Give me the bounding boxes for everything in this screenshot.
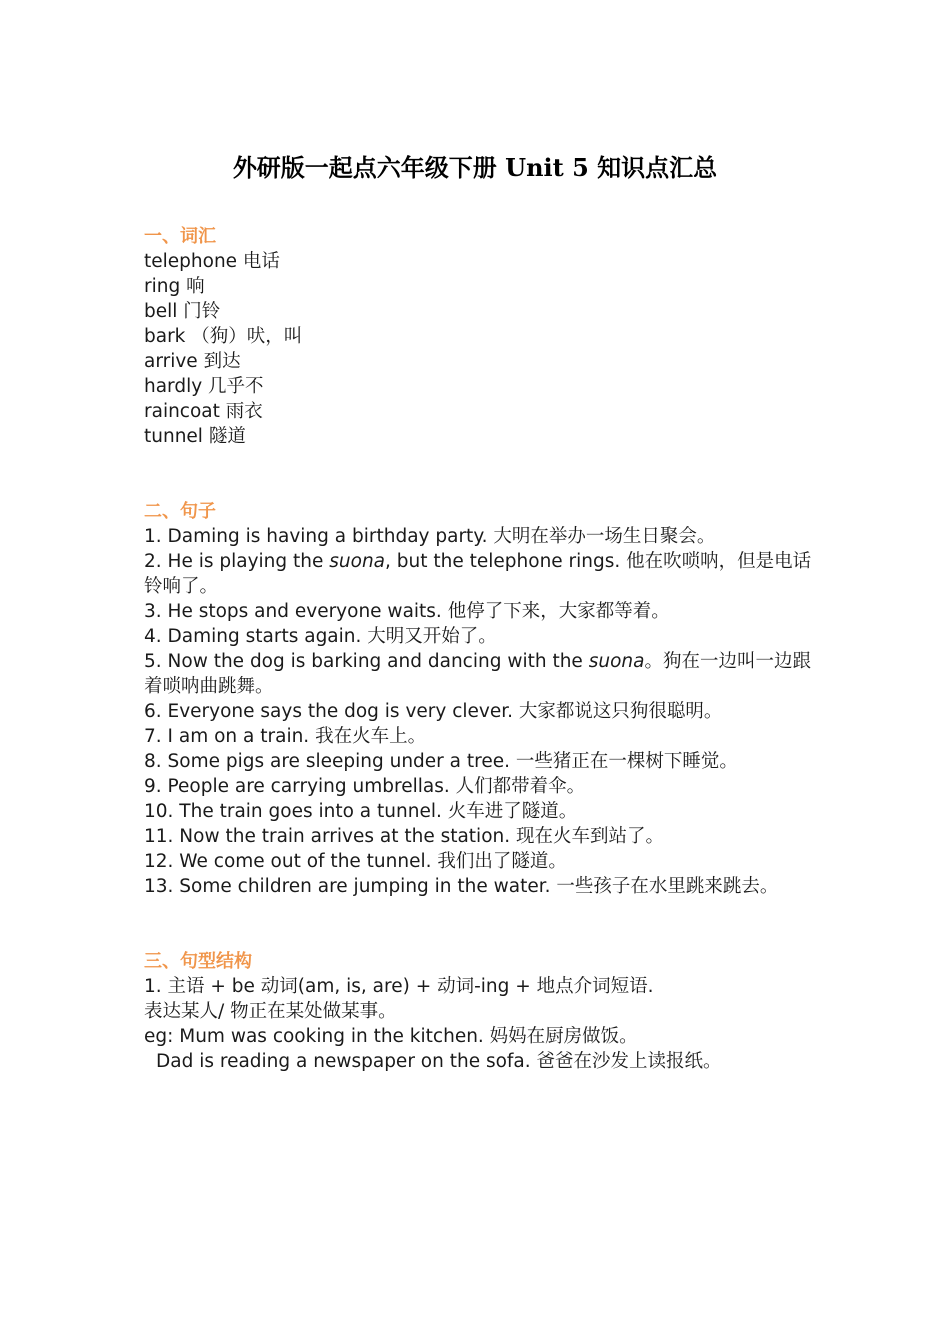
structure-section bbox=[144, 949, 814, 1074]
sentences-heading: 二、句子 bbox=[144, 501, 216, 522]
example-sentence: Dad is reading a newspaper on the sofa. 爸爸在沙发上读报纸。 bbox=[156, 1051, 722, 1072]
vocab-item: bark （狗）吠，叫 bbox=[144, 326, 303, 347]
italic-term: suona bbox=[329, 551, 386, 572]
sentences-section bbox=[144, 499, 814, 899]
sentence-item: 12. We come out of the tunnel. 我们出了隧道。 bbox=[144, 851, 567, 872]
page-title: 外研版一起点六年级下册 Unit 5 知识点汇总 bbox=[232, 153, 718, 182]
structure-heading: 三、句型结构 bbox=[144, 951, 252, 972]
sentence-item: 4. Daming starts again. 大明又开始了。 bbox=[144, 626, 497, 647]
italic-term: suona bbox=[588, 651, 645, 672]
vocab-item: arrive 到达 bbox=[144, 351, 241, 372]
structure-meaning: 表达某人/ 物正在某处做某事。 bbox=[144, 1001, 397, 1022]
sentence-item bbox=[144, 549, 814, 599]
sentence-item: 8. Some pigs are sleeping under a tree. 一些猪正在一棵树下睡觉。 bbox=[144, 751, 738, 772]
sentence-text: 2. He is playing the bbox=[144, 551, 330, 572]
section-spacer bbox=[144, 899, 814, 949]
sentence-text: 。狗在一边叫一边跟着唢呐曲跳舞。 bbox=[144, 651, 811, 697]
vocab-item: telephone 电话 bbox=[144, 251, 280, 272]
sentence-item: 6. Everyone says the dog is very clever. 大家都说这只狗很聪明。 bbox=[144, 701, 723, 722]
vocab-heading: 一、词汇 bbox=[144, 226, 216, 247]
sentence-item: 11. Now the train arrives at the station. 现在火车到站了。 bbox=[144, 826, 665, 847]
vocab-item: raincoat 雨衣 bbox=[144, 401, 263, 422]
vocab-item: tunnel 隧道 bbox=[144, 426, 246, 447]
structure-pattern: 1. 主语 + be 动词(am, is, are) + 动词-ing + 地点介词短语. bbox=[144, 976, 654, 997]
example-sentence: eg: Mum was cooking in the kitchen. 妈妈在厨房做饭。 bbox=[144, 1026, 638, 1047]
document-body bbox=[144, 224, 814, 1074]
sentence-item: 7. I am on a train. 我在火车上。 bbox=[144, 726, 427, 747]
sentence-item: 13. Some children are jumping in the water. 一些孩子在水里跳来跳去。 bbox=[144, 876, 779, 897]
sentence-item bbox=[144, 649, 814, 699]
sentence-item: 1. Daming is having a birthday party. 大明在举办一场生日聚会。 bbox=[144, 526, 716, 547]
sentence-text: 5. Now the dog is barking and dancing with the bbox=[144, 651, 589, 672]
section-spacer bbox=[144, 449, 814, 499]
sentence-item: 3. He stops and everyone waits. 他停了下来，大家都等着。 bbox=[144, 601, 670, 622]
sentence-item: 10. The train goes into a tunnel. 火车进了隧道。 bbox=[144, 801, 578, 822]
vocab-item: ring 响 bbox=[144, 276, 205, 297]
vocab-section bbox=[144, 224, 814, 449]
vocab-item: bell 门铃 bbox=[144, 301, 221, 322]
vocab-item: hardly 几乎不 bbox=[144, 376, 264, 397]
sentence-text: , but the telephone rings. 他在吹唢呐，但是电话铃响了。 bbox=[144, 551, 812, 597]
sentence-item: 9. People are carrying umbrellas. 人们都带着伞。 bbox=[144, 776, 586, 797]
